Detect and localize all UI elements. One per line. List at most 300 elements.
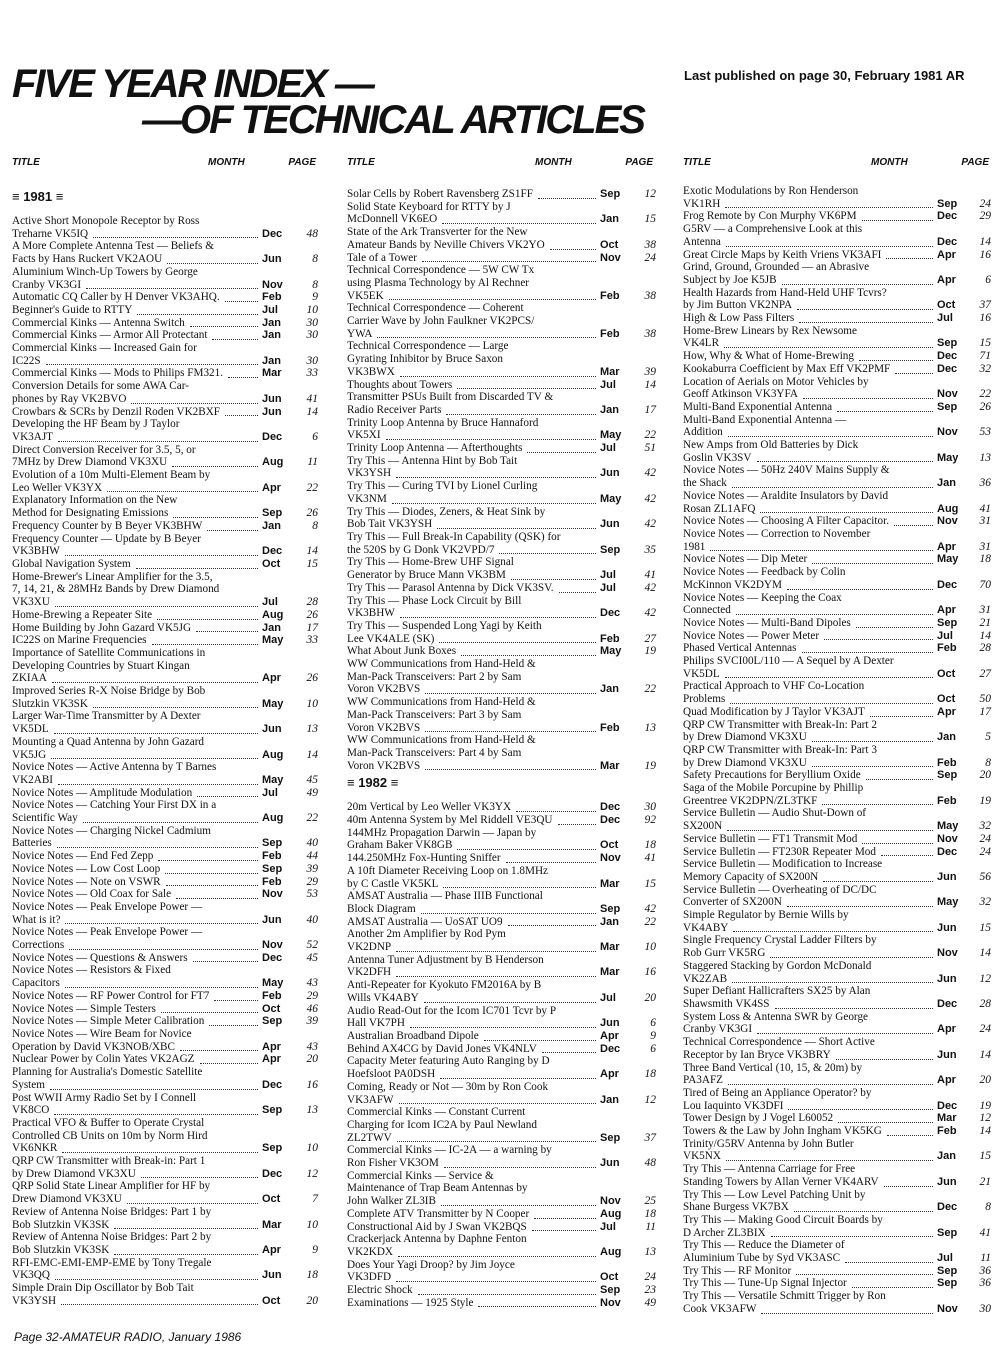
entry-title-line: using Plasma Technology by Al Rechner xyxy=(347,276,530,289)
leader-dots xyxy=(794,1211,933,1212)
index-entry xyxy=(12,240,322,265)
index-entry xyxy=(347,1284,659,1297)
index-entry xyxy=(347,1030,659,1043)
entry-page: 29 xyxy=(296,990,318,1003)
entry-month: Jul xyxy=(262,304,298,317)
leader-dots xyxy=(508,925,596,926)
leader-dots xyxy=(65,923,258,924)
entry-month: Oct xyxy=(937,668,973,681)
entry-title-line: System xyxy=(12,1078,45,1091)
index-entry xyxy=(347,302,659,340)
leader-dots xyxy=(400,617,596,618)
entry-title-line: Home Building by John Gazard VK5JG xyxy=(12,621,192,634)
entry-title-line: Novice Notes — Correction to November xyxy=(683,527,871,540)
entry-title-line: Goslin VK3SV xyxy=(683,451,752,464)
entry-page: 36 xyxy=(969,1277,991,1290)
index-entry xyxy=(12,876,322,889)
leader-dots xyxy=(114,1228,258,1229)
leader-dots xyxy=(771,1236,933,1237)
index-entry xyxy=(347,379,659,392)
entry-month: Mar xyxy=(600,966,636,979)
entry-title-line: Active Short Monopole Receptor by Ross xyxy=(12,215,200,227)
entry-month: Apr xyxy=(262,1041,298,1054)
leader-dots xyxy=(228,377,258,378)
entry-title-line: Home-Brew Linears by Rex Newsome xyxy=(683,324,857,337)
entry-title-line: Novice Notes — Questions & Answers xyxy=(12,951,188,964)
entry-title-line: Review of Antenna Noise Bridges: Part 2 by xyxy=(12,1231,212,1244)
leader-dots xyxy=(534,1218,596,1219)
entry-month: Jan xyxy=(600,213,636,226)
entry-title-line: Developing the HF Beam by J Taylor xyxy=(12,418,180,431)
entry-month: Nov xyxy=(262,939,298,952)
index-entry xyxy=(683,312,991,325)
leader-dots xyxy=(802,652,933,653)
entry-title-line: VK4ABY xyxy=(683,921,729,934)
entry-title-line: VK2ZAB xyxy=(683,972,728,985)
entry-title-line: Novice Notes — Keeping the Coax xyxy=(683,591,842,604)
entry-title-line: Cook VK3AFW xyxy=(683,1302,757,1315)
entry-title-line: IC22S xyxy=(12,354,41,367)
leader-dots xyxy=(733,931,933,932)
entry-title-line: Service Bulletin — Overheating of DC/DC xyxy=(683,883,877,896)
entry-title-line: Bob Slutzkin VK3SK xyxy=(12,1243,110,1256)
index-entry xyxy=(683,261,991,286)
entry-page: 13 xyxy=(296,723,318,736)
leader-dots xyxy=(856,627,933,628)
entry-page: 15 xyxy=(634,213,656,226)
leader-dots xyxy=(421,913,596,914)
entry-title-line: Man-Pack Transceivers: Part 4 by Sam xyxy=(347,746,522,759)
index-entry xyxy=(347,340,659,378)
entry-page: 13 xyxy=(634,1246,656,1259)
index-entry xyxy=(683,1214,991,1239)
entry-title-line: AMSAT Australia — Phase IIIB Functional xyxy=(347,890,543,903)
entry-page: 41 xyxy=(969,1227,991,1240)
entry-title-line: Does Your Yagi Droop? by Jim Joyce xyxy=(347,1258,515,1271)
entry-month: Jan xyxy=(262,355,298,368)
entry-title-line: Voron VK2BVS xyxy=(347,759,421,772)
entry-month: Sep xyxy=(600,1284,636,1297)
entry-page: 18 xyxy=(969,553,991,566)
leader-dots xyxy=(200,1063,258,1064)
entry-title-line: Try This — Parasol Antenna by Dick VK3SV. xyxy=(347,581,554,594)
index-entry xyxy=(12,990,322,1003)
entry-month: Aug xyxy=(600,1246,636,1259)
page-heading: PAGE xyxy=(961,157,989,168)
entry-title-line: Novice Notes — 50Hz 240V Mains Supply & xyxy=(683,464,890,477)
entry-page: 14 xyxy=(296,406,318,419)
entry-page: 19 xyxy=(969,795,991,808)
entry-page: 31 xyxy=(969,541,991,554)
leader-dots xyxy=(86,288,258,289)
entry-page: 6 xyxy=(634,1017,656,1030)
leader-dots xyxy=(845,1262,933,1263)
entry-title-line: Transmitter PSUs Built from Discarded TV & xyxy=(347,391,554,404)
entry-title-line: Saga of the Mobile Porcupine by Phillip xyxy=(683,782,864,795)
entry-title-line: Kookaburra Coefficient by Max Eff VK2PMF xyxy=(683,362,891,375)
index-entry xyxy=(12,736,322,761)
entry-page: 18 xyxy=(634,1208,656,1221)
leader-dots xyxy=(852,1287,933,1288)
entry-title-line: Ron Fisher VK3OM xyxy=(347,1157,439,1170)
entry-title-line: Lou Iaquinto VK3DFI xyxy=(683,1099,784,1112)
entry-page: 51 xyxy=(634,442,656,455)
leader-dots xyxy=(214,1000,258,1001)
index-entry xyxy=(347,455,659,480)
entry-title-line: Lee VK4ALE (SK) xyxy=(347,632,435,645)
entry-title-line: VK3BWX xyxy=(347,365,395,378)
leader-dots xyxy=(167,263,258,264)
entry-month: Dec xyxy=(937,236,973,249)
index-entry xyxy=(683,1239,991,1264)
index-entry xyxy=(683,414,991,439)
index-entry xyxy=(12,1003,322,1016)
entry-page: 45 xyxy=(296,952,318,965)
entry-title-line: Connected xyxy=(683,604,731,617)
entry-title-line: VK3XU xyxy=(12,596,50,609)
entry-title-line: How, Why & What of Home-Brewing xyxy=(683,350,854,363)
month-heading: MONTH xyxy=(208,157,245,168)
entry-page: 39 xyxy=(296,863,318,876)
entry-title-line: Converter of SX200N xyxy=(683,896,782,909)
entry-month: Dec xyxy=(600,801,636,814)
leader-dots xyxy=(422,261,596,262)
index-entry xyxy=(12,926,322,951)
entry-month: Jan xyxy=(600,683,636,696)
index-entry xyxy=(347,201,659,226)
entry-title-line: PA3AFZ xyxy=(683,1074,724,1087)
entry-month: Dec xyxy=(262,1168,298,1181)
entry-title-line: Novice Notes — Simple Testers xyxy=(12,1002,156,1015)
index-entry xyxy=(12,1206,322,1231)
index-entry xyxy=(683,1112,991,1125)
entry-page: 11 xyxy=(634,1221,656,1234)
entry-page: 20 xyxy=(969,1074,991,1087)
entry-page: 41 xyxy=(296,393,318,406)
index-entry xyxy=(12,571,322,609)
index-entry xyxy=(683,553,991,566)
entry-month: Dec xyxy=(600,1043,636,1056)
leader-dots xyxy=(803,398,933,399)
entry-page: 37 xyxy=(969,299,991,312)
entry-title-line: Health Hazards from Hand-Held UHF Tcvrs? xyxy=(683,286,887,299)
entry-title-line: Evolution of a 10m Multi-Element Beam by xyxy=(12,469,211,482)
index-entry xyxy=(347,890,659,915)
entry-title-line: WW Communications from Hand-Held & xyxy=(347,658,536,671)
leader-dots xyxy=(757,461,933,462)
entry-title-line: New Amps from Old Batteries by Dick xyxy=(683,439,859,452)
entry-title-line: AMSAT Australia — UoSAT UO9 xyxy=(347,915,503,928)
entry-month: Jul xyxy=(600,442,636,455)
entry-title-line: McKinnon VK2DYM xyxy=(683,578,782,591)
leader-dots xyxy=(441,1205,596,1206)
entry-title-line: Beginner's Guide to RTTY xyxy=(12,303,133,316)
leader-dots xyxy=(550,249,596,250)
entry-title-line: Novice Notes — Simple Meter Calibration xyxy=(12,1015,205,1028)
index-entry xyxy=(683,1277,991,1290)
entry-page: 28 xyxy=(296,596,318,609)
entry-page: 13 xyxy=(969,452,991,465)
index-entry xyxy=(347,595,659,620)
entry-page: 10 xyxy=(634,941,656,954)
index-entry xyxy=(347,1055,659,1080)
entry-page: 23 xyxy=(634,1284,656,1297)
entry-page: 21 xyxy=(969,617,991,630)
index-entry xyxy=(12,1155,322,1180)
entry-title-line: Radio Receiver Parts xyxy=(347,403,442,416)
entry-title-line: Drew Diamond VK3XU xyxy=(12,1193,122,1206)
index-entry xyxy=(347,928,659,953)
entry-title-line: VK5XI xyxy=(347,429,381,442)
leader-dots xyxy=(862,843,933,844)
index-entry xyxy=(347,620,659,645)
entry-title-line: Automatic CQ Caller by H Denver VK3AHQ. xyxy=(12,291,220,304)
entry-month: Dec xyxy=(600,814,636,827)
index-entry xyxy=(12,380,322,405)
entry-page: 26 xyxy=(296,507,318,520)
entry-month: May xyxy=(262,698,298,711)
entry-title-line: Scientific Way xyxy=(12,812,78,825)
entry-title-line: Gyrating Inhibitor by Bruce Saxon xyxy=(347,353,503,366)
index-entry xyxy=(347,1297,659,1310)
entry-title-line: Mounting a Quad Antenna by John Gazard xyxy=(12,735,205,748)
leader-dots xyxy=(812,563,933,564)
entry-page: 26 xyxy=(296,672,318,685)
entry-title-line: VK2DNP xyxy=(347,941,392,954)
leader-dots xyxy=(724,347,933,348)
entry-title-line: 40m Antenna System by Mel Riddell VE3QU xyxy=(347,814,553,827)
leader-dots xyxy=(425,693,596,694)
index-entry xyxy=(347,1043,659,1056)
entry-month: Feb xyxy=(600,633,636,646)
entry-page: 33 xyxy=(296,367,318,380)
entry-month: Sep xyxy=(600,903,636,916)
entry-month: Apr xyxy=(937,1074,973,1087)
entry-page: 52 xyxy=(296,939,318,952)
entry-page: 15 xyxy=(969,922,991,935)
entry-page: 70 xyxy=(969,579,991,592)
entry-title-line: Great Circle Maps by Keith Vriens VK3AFI xyxy=(683,248,882,261)
entry-title-line: VK2ABI xyxy=(12,773,54,786)
index-entry xyxy=(12,533,322,558)
entry-title-line: Cranby VK3GI xyxy=(683,1023,753,1036)
leader-dots xyxy=(209,1025,258,1026)
entry-month: May xyxy=(262,774,298,787)
entry-page: 17 xyxy=(969,706,991,719)
entry-page: 42 xyxy=(634,607,656,620)
entry-title-line: VK4LR xyxy=(683,337,720,350)
entry-month: Jan xyxy=(600,404,636,417)
entry-title-line: the 520S by G Donk VK2VPD/7 xyxy=(347,543,495,556)
entry-title-line: VK3BHW xyxy=(347,607,395,620)
index-entry xyxy=(347,1208,659,1221)
entry-page: 41 xyxy=(634,852,656,865)
entry-month: Jul xyxy=(937,1252,973,1265)
entry-title-line: Try This — Reduce the Diameter of xyxy=(683,1239,845,1252)
leader-dots xyxy=(457,849,596,850)
entry-title-line: Hoefsloot PA0DSH xyxy=(347,1068,436,1081)
index-entry xyxy=(683,1011,991,1036)
entry-month: Jul xyxy=(600,569,636,582)
entry-title-line: Facts by Hans Ruckert VK2AOU xyxy=(12,253,163,266)
entry-page: 16 xyxy=(634,966,656,979)
entry-month: Jul xyxy=(600,379,636,392)
entry-month: Jan xyxy=(262,317,298,330)
entry-page: 44 xyxy=(296,850,318,863)
entry-month: Dec xyxy=(262,1079,298,1092)
entry-title-line: Nuclear Power by Colin Yates VK2AGZ xyxy=(12,1053,195,1066)
entry-month: Oct xyxy=(600,239,636,252)
entry-page: 13 xyxy=(296,1104,318,1117)
entry-title-line: Try This — Tune-Up Signal Injector xyxy=(683,1277,847,1290)
entry-page: 18 xyxy=(296,1269,318,1282)
leader-dots xyxy=(506,862,596,863)
leader-dots xyxy=(787,906,933,907)
entry-month: Feb xyxy=(937,795,973,808)
entry-month: Jun xyxy=(600,1017,636,1030)
entry-title-line: Antenna xyxy=(683,235,721,248)
entry-month: Nov xyxy=(262,279,298,292)
leader-dots xyxy=(69,949,258,950)
entry-month: Feb xyxy=(262,876,298,889)
index-entry xyxy=(683,439,991,464)
entry-month: Apr xyxy=(937,274,973,287)
entry-title-line: Multi-Band Exponential Antenna xyxy=(683,400,833,413)
entry-page: 43 xyxy=(296,1041,318,1054)
entry-month: Mar xyxy=(262,367,298,380)
entry-title-line: Quad Modification by J Taylor VK3AJT xyxy=(683,705,865,718)
index-entry xyxy=(12,1282,322,1307)
entry-page: 36 xyxy=(969,1265,991,1278)
entry-title-line: A More Complete Antenna Test — Beliefs & xyxy=(12,240,214,253)
entry-title-line: Man-Pack Transceivers: Part 3 by Sam xyxy=(347,708,522,721)
index-entry xyxy=(12,850,322,863)
leader-dots xyxy=(400,376,596,377)
entry-month: Mar xyxy=(262,1219,298,1232)
entry-page: 5 xyxy=(969,731,991,744)
leader-dots xyxy=(398,1256,596,1257)
entry-month: Jan xyxy=(937,731,973,744)
entry-title-line: Try This — Making Good Circuit Boards by xyxy=(683,1213,883,1226)
entry-title-line: VK3NM xyxy=(347,492,387,505)
index-entry xyxy=(683,1062,991,1087)
leader-dots xyxy=(788,1109,933,1110)
index-entry xyxy=(347,814,659,827)
entry-title-line: Coming, Ready or Not — 30m by Ron Cook xyxy=(347,1080,549,1093)
entry-title-line: VK8CO xyxy=(12,1104,50,1117)
entry-title-line: VK6NKR xyxy=(12,1142,58,1155)
entry-title-line: VK1RH xyxy=(683,197,721,210)
index-entry xyxy=(12,1117,322,1155)
entry-title-line: Wills VK4ABY xyxy=(347,991,419,1004)
leader-dots xyxy=(838,1122,933,1123)
leader-dots xyxy=(62,1152,258,1153)
entry-page: 6 xyxy=(634,1043,656,1056)
index-entry xyxy=(347,556,659,581)
entry-page: 16 xyxy=(969,312,991,325)
entry-title-line: High & Low Pass Filters xyxy=(683,312,795,325)
index-entry xyxy=(683,642,991,655)
entry-title-line: Aluminium Winch-Up Towers by George xyxy=(12,265,198,278)
entry-month: May xyxy=(600,429,636,442)
leader-dots xyxy=(50,1089,258,1090)
month-heading: MONTH xyxy=(871,157,908,168)
entry-month: Nov xyxy=(600,852,636,865)
entry-title-line: Try This — Antenna Hint by Bob Tait xyxy=(347,454,518,467)
entry-page: 42 xyxy=(634,903,656,916)
leader-dots xyxy=(93,237,258,238)
index-entry xyxy=(12,609,322,622)
entry-month: Feb xyxy=(937,1125,973,1138)
entry-page: 41 xyxy=(969,503,991,516)
leader-dots xyxy=(782,284,933,285)
entry-title-line: What is it? xyxy=(12,913,61,926)
entry-month: Dec xyxy=(937,210,973,223)
index-entry xyxy=(347,417,659,442)
index-entry xyxy=(683,1036,991,1061)
entry-month: Jul xyxy=(262,787,298,800)
leader-dots xyxy=(127,1203,258,1204)
leader-dots xyxy=(55,1279,258,1280)
index-entry xyxy=(683,1290,991,1315)
entry-month: Dec xyxy=(937,1201,973,1214)
leader-dots xyxy=(55,606,258,607)
leader-dots xyxy=(165,873,258,874)
index-entry xyxy=(347,1106,659,1144)
entry-month: Jul xyxy=(937,630,973,643)
leader-dots xyxy=(190,326,258,327)
entry-month: Sep xyxy=(262,837,298,850)
entry-title-line: VK5JG xyxy=(12,748,47,761)
entry-page: 12 xyxy=(634,1094,656,1107)
entry-month: Feb xyxy=(937,757,973,770)
entry-title-line: Novice Notes — Power Meter xyxy=(683,629,820,642)
entry-title-line: Planning for Australia's Domestic Satellite xyxy=(12,1066,203,1079)
leader-dots xyxy=(725,207,933,208)
entry-month: Jul xyxy=(937,312,973,325)
entry-title-line: Technical Correspondence — Short Active xyxy=(683,1036,875,1049)
entry-title-line: Staggered Stacking by Gordon McDonald xyxy=(683,959,872,972)
entry-page: 49 xyxy=(296,787,318,800)
column-header xyxy=(12,157,322,171)
index-column-2 xyxy=(347,0,659,1354)
entry-month: May xyxy=(600,493,636,506)
leader-dots xyxy=(225,301,258,302)
entry-page: 24 xyxy=(969,846,991,859)
entry-title-line: Review of Antenna Noise Bridges: Part 1 by xyxy=(12,1205,212,1218)
entry-title-line: Larger War-Time Transmitter by A Dexter xyxy=(12,710,201,723)
entry-title-line: Carrier Wave by John Faulkner VK2PCS/ xyxy=(347,315,535,328)
entry-title-line: Aluminium Tube by Syd VK3ASC xyxy=(683,1252,841,1265)
leader-dots xyxy=(538,198,596,199)
entry-title-line: Improved Series R-X Noise Bridge by Bob xyxy=(12,685,206,698)
title-heading: TITLE xyxy=(683,157,711,168)
entry-title-line: Try This — Home-Brew UHF Signal xyxy=(347,556,514,569)
index-entry xyxy=(347,531,659,556)
leader-dots xyxy=(418,1294,596,1295)
entry-page: 40 xyxy=(296,837,318,850)
index-column-3 xyxy=(683,0,991,1354)
entry-month: Sep xyxy=(262,863,298,876)
entry-title-line: Subject by Joe K5JB xyxy=(683,273,777,286)
entry-title-line: Hall VK7PH xyxy=(347,1017,405,1030)
entry-month: Sep xyxy=(262,507,298,520)
entry-title-line: VK3YSH xyxy=(347,467,392,480)
index-entry xyxy=(347,852,659,865)
entry-page: 22 xyxy=(296,812,318,825)
entry-page: 6 xyxy=(969,274,991,287)
leader-dots xyxy=(425,769,596,770)
